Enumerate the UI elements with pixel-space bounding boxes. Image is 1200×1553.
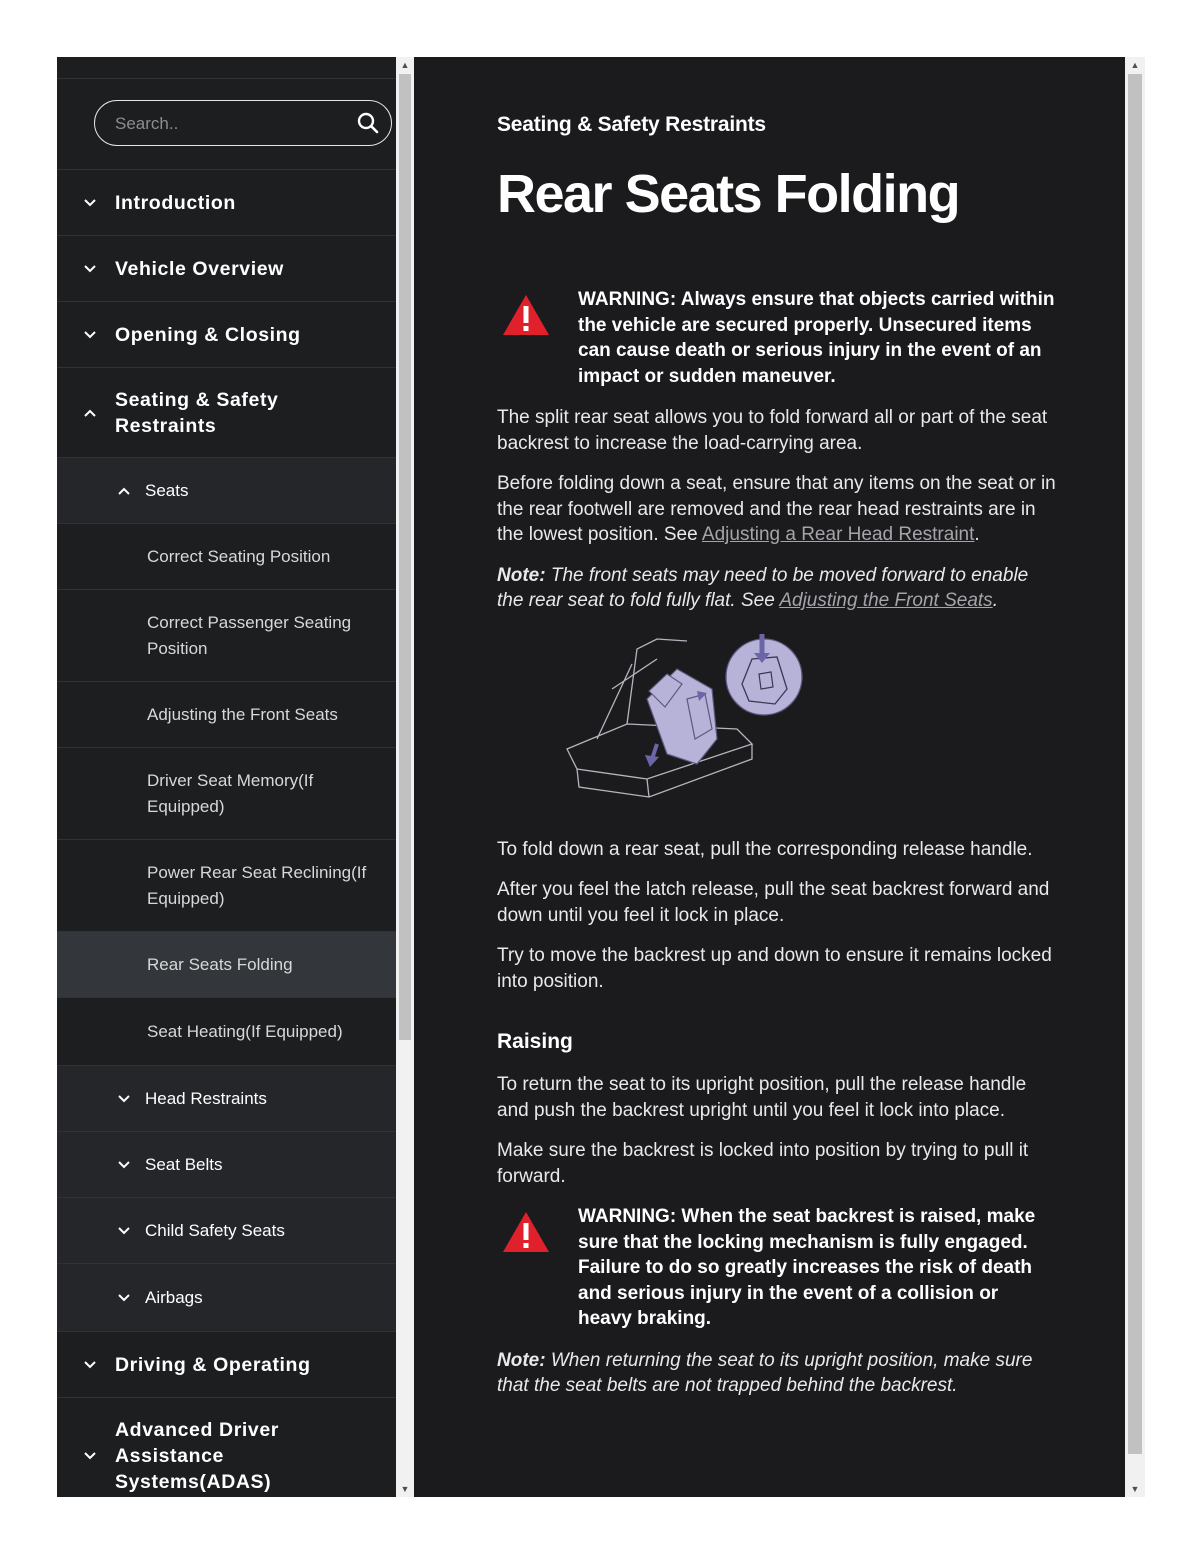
- sidebar-item-adas[interactable]: [57, 1398, 396, 1497]
- scroll-down-arrow[interactable]: ▼: [400, 1484, 410, 1494]
- sidebar-scroll-thumb[interactable]: [399, 74, 411, 1040]
- search-area: [57, 79, 396, 170]
- sidebar-item-child-safety-seats[interactable]: [57, 1198, 396, 1264]
- sidebar-item-seat-belts[interactable]: [57, 1132, 396, 1198]
- paragraph: Try to move the backrest up and down to ensure it remains locked into position.: [497, 945, 1052, 992]
- sidebar-item-label: Seats: [145, 480, 189, 500]
- chevron-down-icon: [83, 328, 97, 342]
- sidebar-top-divider: [57, 57, 396, 79]
- breadcrumb[interactable]: Seating & Safety Restraints: [497, 113, 766, 136]
- warning-callout: [497, 1204, 1057, 1332]
- paragraph: To return the seat to its upright position, pull the release handle and push the backrest upright until you feel it lock into place.: [497, 1074, 1027, 1121]
- main-scroll-thumb[interactable]: [1128, 74, 1142, 1454]
- scroll-down-arrow[interactable]: ▼: [1130, 1484, 1140, 1494]
- app-window: [57, 57, 1145, 1497]
- warning-text: WARNING: Always ensure that objects carried within the vehicle are secured properly. Unsecured items can cause death or serious injury in the event of an impact or sudden maneuver.: [578, 289, 1055, 387]
- sidebar-item-label: Driver Seat Memory(If Equipped): [147, 770, 314, 816]
- chevron-up-icon: [117, 484, 131, 498]
- note-text: The front seats may need to be moved forward to enable the rear seat to fold fully flat. See: [497, 564, 1029, 611]
- warning-callout: [497, 287, 1057, 389]
- main-scrollbar[interactable]: [1125, 57, 1145, 1497]
- sidebar-item-head-restraints[interactable]: [57, 1066, 396, 1132]
- article: [497, 113, 1057, 1414]
- scroll-up-arrow[interactable]: ▲: [1130, 60, 1140, 70]
- sidebar-item-introduction[interactable]: [57, 170, 396, 236]
- chevron-down-icon: [117, 1224, 131, 1238]
- sidebar-item-correct-passenger-seating[interactable]: [57, 590, 396, 682]
- chevron-down-icon: [117, 1158, 131, 1172]
- chevron-down-icon: [117, 1291, 131, 1305]
- chevron-up-icon: [83, 406, 97, 420]
- paragraph-text: Before folding down a seat, ensure that any items on the seat or in the rear footwell are removed and the rear head restraints are in the lowest position. See: [497, 473, 1056, 545]
- sidebar-item-opening-closing[interactable]: [57, 302, 396, 368]
- chevron-down-icon: [117, 1092, 131, 1106]
- note-text: When returning the seat to its upright position, make sure that the seat belts are not trapped behind the backrest.: [497, 1349, 1033, 1396]
- note: [497, 563, 1057, 614]
- paragraph: Make sure the backrest is locked into position by trying to pull it forward.: [497, 1140, 1029, 1187]
- sidebar-item-label: Correct Seating Position: [147, 546, 331, 566]
- search-icon[interactable]: [357, 112, 379, 134]
- section-heading-raising: Raising: [497, 1030, 573, 1053]
- sidebar-item-seating-safety[interactable]: [57, 368, 396, 458]
- warning-icon: [501, 293, 551, 342]
- sidebar-item-label: Driving & Operating: [115, 1353, 311, 1376]
- sidebar-item-adjusting-front-seats[interactable]: [57, 682, 396, 748]
- sidebar-item-label: Rear Seats Folding: [147, 954, 293, 974]
- link-adjusting-rear-head-restraint[interactable]: Adjusting a Rear Head Restraint: [701, 524, 975, 545]
- paragraph-end: .: [974, 524, 980, 545]
- sidebar-item-label: Airbags: [145, 1287, 203, 1307]
- chevron-down-icon: [83, 1358, 97, 1372]
- sidebar-item-label: Introduction: [115, 191, 236, 214]
- sidebar-item-driving-operating[interactable]: [57, 1332, 396, 1398]
- note-label: Note:: [497, 564, 546, 586]
- sidebar-item-airbags[interactable]: [57, 1264, 396, 1332]
- note-label: Note:: [497, 1349, 546, 1371]
- main-content: [416, 57, 1125, 1497]
- chevron-down-icon: [83, 262, 97, 276]
- chevron-down-icon: [83, 196, 97, 210]
- sidebar-item-rear-seats-folding[interactable]: [57, 932, 396, 998]
- sidebar-scrollbar[interactable]: [396, 57, 414, 1497]
- sidebar-item-label: Vehicle Overview: [115, 257, 284, 280]
- sidebar-nav: [57, 57, 396, 1497]
- sidebar-item-seats[interactable]: [57, 458, 396, 524]
- scroll-up-arrow[interactable]: ▲: [400, 60, 410, 70]
- warning-text: WARNING: When the seat backrest is raised, make sure that the locking mechanism is fully engaged. Failure to do so greatly increases the risk of death and serious injury in the event of a collision or heavy braking.: [578, 1206, 1036, 1329]
- sidebar-item-label: Correct Passenger Seating Position: [147, 612, 352, 658]
- page-title: Rear Seats Folding: [497, 164, 960, 224]
- sidebar-item-label: Adjusting the Front Seats: [147, 704, 338, 724]
- note-end: .: [992, 590, 998, 611]
- sidebar-item-label: Power Rear Seat Reclining(If Equipped): [147, 862, 367, 908]
- paragraph: After you feel the latch release, pull the seat backrest forward and down until you feel it lock in place.: [497, 879, 1050, 926]
- sidebar-item-seat-heating[interactable]: [57, 998, 396, 1066]
- link-adjusting-front-seats[interactable]: Adjusting the Front Seats: [779, 590, 993, 611]
- sidebar-item-label: Head Restraints: [145, 1088, 267, 1108]
- sidebar-item-vehicle-overview[interactable]: [57, 236, 396, 302]
- sidebar-item-correct-seating-position[interactable]: [57, 524, 396, 590]
- note: [497, 1348, 1057, 1399]
- chevron-down-icon: [83, 1449, 97, 1463]
- sidebar-item-label: Seat Belts: [145, 1154, 223, 1174]
- sidebar-item-driver-seat-memory[interactable]: [57, 748, 396, 840]
- paragraph: [497, 471, 1057, 548]
- paragraph: The split rear seat allows you to fold forward all or part of the seat backrest to increase the load-carrying area.: [497, 407, 1048, 454]
- sidebar-item-label: Seating & Safety Restraints: [115, 388, 279, 437]
- sidebar-item-label: Seat Heating(If Equipped): [147, 1021, 343, 1041]
- warning-icon: [501, 1210, 551, 1259]
- sidebar-item-label: Child Safety Seats: [145, 1220, 285, 1240]
- seat-folding-illustration: [537, 629, 837, 809]
- search-input[interactable]: [113, 101, 347, 146]
- sidebar-item-power-rear-seat-reclining[interactable]: [57, 840, 396, 932]
- paragraph: To fold down a rear seat, pull the corresponding release handle.: [497, 838, 1033, 860]
- search-box[interactable]: [94, 100, 392, 146]
- sidebar-item-label: Advanced Driver Assistance Systems(ADAS): [115, 1418, 279, 1493]
- sidebar-item-label: Opening & Closing: [115, 323, 301, 346]
